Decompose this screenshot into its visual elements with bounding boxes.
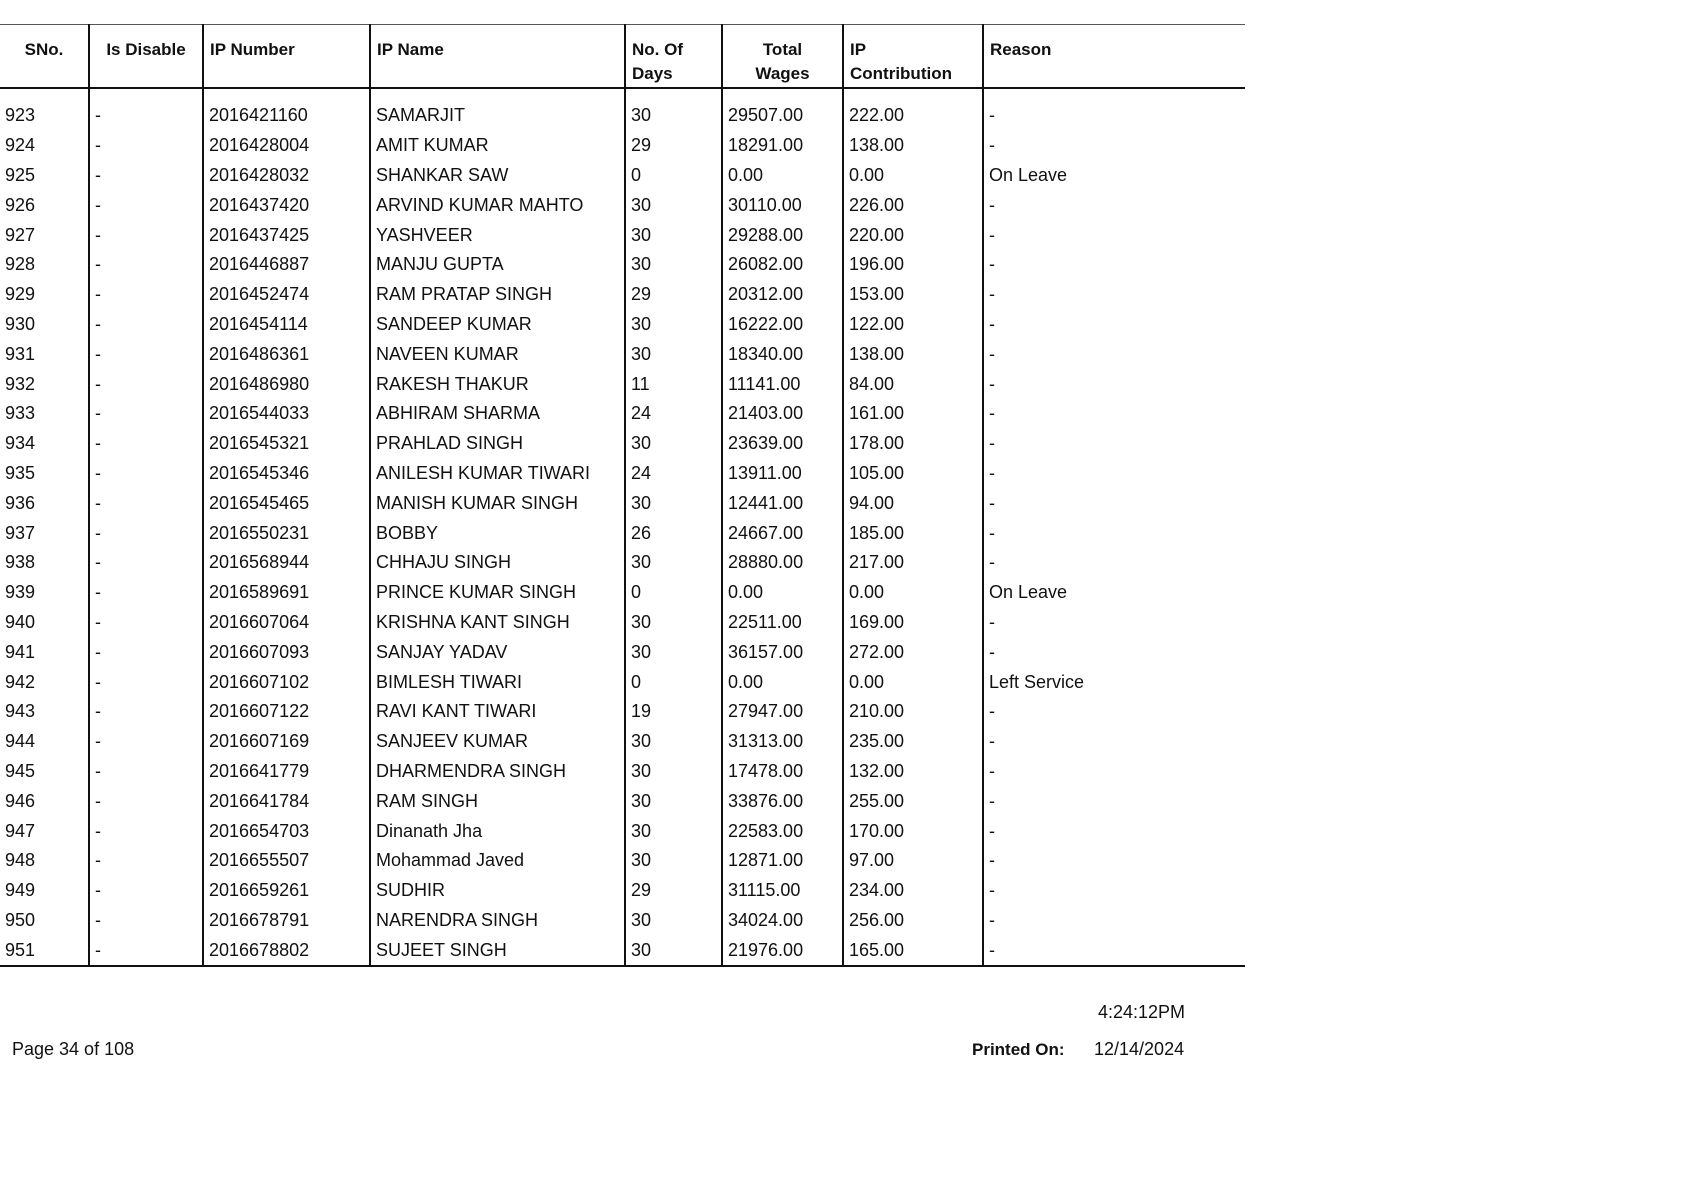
cell-sno: 923 <box>5 105 36 126</box>
column-header-line: IP <box>850 40 867 59</box>
cell-is-disable: - <box>89 637 203 667</box>
cell-reason: - <box>983 757 1245 787</box>
cell-sno: 933 <box>5 403 36 424</box>
cell-sno: 939 <box>5 582 36 603</box>
cell-is-disable: - <box>89 757 203 787</box>
cell-total-wages: 22583.00 <box>722 816 843 846</box>
cell-ip-contribution: 105.00 <box>843 459 983 489</box>
cell-total-wages: 23639.00 <box>722 429 843 459</box>
cell-total-wages: 36157.00 <box>722 637 843 667</box>
column-header-line: Is Disable <box>106 40 186 59</box>
cell-sno: 924 <box>5 135 36 156</box>
column-header-no-of-days <box>625 25 722 89</box>
cell-ip-name: NAVEEN KUMAR <box>370 339 625 369</box>
table-row <box>0 757 1245 787</box>
cell-ip-name: SAMARJIT <box>370 101 625 131</box>
cell-ip-contribution: 170.00 <box>843 816 983 846</box>
cell-ip-number: 2016607064 <box>203 608 370 638</box>
cell-is-disable: - <box>89 518 203 548</box>
cell-ip-name: YASHVEER <box>370 220 625 250</box>
cell-ip-name: SANJEEV KUMAR <box>370 727 625 757</box>
cell-no-of-days: 19 <box>625 697 722 727</box>
cell-ip-name: PRAHLAD SINGH <box>370 429 625 459</box>
cell-sno: 950 <box>5 909 36 930</box>
cell-is-disable: - <box>89 876 203 906</box>
cell-is-disable: - <box>89 578 203 608</box>
cell-ip-name: Dinanath Jha <box>370 816 625 846</box>
cell-total-wages: 21403.00 <box>722 399 843 429</box>
table-row <box>0 637 1245 667</box>
cell-no-of-days: 30 <box>625 339 722 369</box>
cell-reason: - <box>983 488 1245 518</box>
cell-reason: - <box>983 339 1245 369</box>
cell-no-of-days: 30 <box>625 548 722 578</box>
table-row <box>0 280 1245 310</box>
cell-ip-contribution: 94.00 <box>843 488 983 518</box>
table-row <box>0 608 1245 638</box>
cell-reason: - <box>983 310 1245 340</box>
cell-ip-name: Mohammad Javed <box>370 846 625 876</box>
cell-ip-contribution: 138.00 <box>843 131 983 161</box>
cell-ip-name: MANISH KUMAR SINGH <box>370 488 625 518</box>
cell-reason: - <box>983 697 1245 727</box>
cell-ip-number: 2016654703 <box>203 816 370 846</box>
cell-ip-name: RAVI KANT TIWARI <box>370 697 625 727</box>
cell-reason: - <box>983 608 1245 638</box>
table-row <box>0 518 1245 548</box>
cell-is-disable: - <box>89 250 203 280</box>
table-row <box>0 220 1245 250</box>
cell-ip-name: ABHIRAM SHARMA <box>370 399 625 429</box>
cell-ip-number: 2016545465 <box>203 488 370 518</box>
cell-total-wages: 21976.00 <box>722 935 843 966</box>
cell-total-wages: 33876.00 <box>722 786 843 816</box>
cell-total-wages: 29288.00 <box>722 220 843 250</box>
spacer-cell <box>843 88 983 101</box>
cell-is-disable: - <box>89 906 203 936</box>
spacer-cell <box>89 88 203 101</box>
cell-no-of-days: 30 <box>625 250 722 280</box>
cell-reason: - <box>983 190 1245 220</box>
cell-ip-contribution: 217.00 <box>843 548 983 578</box>
cell-no-of-days: 30 <box>625 846 722 876</box>
cell-ip-number: 2016545321 <box>203 429 370 459</box>
cell-ip-number: 2016486980 <box>203 369 370 399</box>
cell-reason: - <box>983 548 1245 578</box>
cell-total-wages: 29507.00 <box>722 101 843 131</box>
cell-ip-contribution: 0.00 <box>843 667 983 697</box>
cell-total-wages: 11141.00 <box>722 369 843 399</box>
cell-sno: 942 <box>5 671 36 692</box>
cell-ip-contribution: 169.00 <box>843 608 983 638</box>
cell-no-of-days: 0 <box>625 161 722 191</box>
cell-reason: - <box>983 280 1245 310</box>
cell-ip-number: 2016655507 <box>203 846 370 876</box>
cell-ip-name: BOBBY <box>370 518 625 548</box>
cell-no-of-days: 29 <box>625 131 722 161</box>
cell-total-wages: 12441.00 <box>722 488 843 518</box>
cell-no-of-days: 30 <box>625 637 722 667</box>
cell-sno: 951 <box>0 935 89 966</box>
cell-reason: - <box>983 220 1245 250</box>
cell-no-of-days: 30 <box>625 488 722 518</box>
table-row <box>0 131 1245 161</box>
cell-reason: - <box>983 846 1245 876</box>
cell-total-wages: 26082.00 <box>722 250 843 280</box>
cell-ip-contribution: 161.00 <box>843 399 983 429</box>
cell-reason: - <box>983 518 1245 548</box>
cell-ip-number: 2016607122 <box>203 697 370 727</box>
table-row <box>0 548 1245 578</box>
cell-reason: - <box>983 459 1245 489</box>
cell-sno: 930 <box>5 313 36 334</box>
cell-ip-number: 2016428032 <box>203 161 370 191</box>
cell-total-wages: 28880.00 <box>722 548 843 578</box>
cell-reason: On Leave <box>983 161 1245 191</box>
table-row <box>0 935 1245 966</box>
table-row <box>0 488 1245 518</box>
column-header-ip-contribution <box>843 25 983 89</box>
cell-total-wages: 0.00 <box>722 667 843 697</box>
cell-is-disable: - <box>89 161 203 191</box>
cell-ip-name: DHARMENDRA SINGH <box>370 757 625 787</box>
cell-ip-contribution: 122.00 <box>843 310 983 340</box>
cell-ip-name: CHHAJU SINGH <box>370 548 625 578</box>
column-header-line: Contribution <box>850 64 952 83</box>
table-row <box>0 697 1245 727</box>
table-row <box>0 190 1245 220</box>
cell-ip-contribution: 234.00 <box>843 876 983 906</box>
cell-reason: - <box>983 906 1245 936</box>
table-spacer-row <box>0 88 1245 101</box>
cell-ip-contribution: 165.00 <box>843 935 983 966</box>
cell-ip-name: SUDHIR <box>370 876 625 906</box>
cell-is-disable: - <box>89 220 203 250</box>
cell-ip-contribution: 84.00 <box>843 369 983 399</box>
cell-sno: 946 <box>5 790 36 811</box>
cell-ip-contribution: 235.00 <box>843 727 983 757</box>
column-header-line: IP Name <box>377 40 444 59</box>
cell-is-disable: - <box>89 846 203 876</box>
cell-ip-number: 2016607169 <box>203 727 370 757</box>
cell-sno: 934 <box>5 433 36 454</box>
cell-reason: - <box>983 816 1245 846</box>
table-row <box>0 459 1245 489</box>
cell-is-disable: - <box>89 727 203 757</box>
cell-reason: - <box>983 637 1245 667</box>
cell-total-wages: 0.00 <box>722 578 843 608</box>
table-header-row <box>0 25 1245 89</box>
cell-total-wages: 20312.00 <box>722 280 843 310</box>
cell-ip-number: 2016454114 <box>203 310 370 340</box>
cell-sno: 932 <box>5 373 36 394</box>
cell-ip-number: 2016659261 <box>203 876 370 906</box>
column-header-ip-name <box>370 25 625 89</box>
cell-ip-name: SUJEET SINGH <box>370 935 625 966</box>
ip-contribution-table-container <box>0 24 1245 967</box>
printed-date: 12/14/2024 <box>1094 1039 1185 1059</box>
cell-sno: 931 <box>5 343 36 364</box>
spacer-cell <box>722 88 843 101</box>
cell-total-wages: 27947.00 <box>722 697 843 727</box>
cell-no-of-days: 30 <box>625 190 722 220</box>
column-header-line: Reason <box>990 40 1052 59</box>
cell-no-of-days: 26 <box>625 518 722 548</box>
page-number: Page 34 of 108 <box>12 1039 135 1059</box>
cell-ip-contribution: 97.00 <box>843 846 983 876</box>
cell-total-wages: 18291.00 <box>722 131 843 161</box>
table-row <box>0 846 1245 876</box>
cell-sno: 925 <box>5 164 36 185</box>
spacer-cell <box>0 88 89 101</box>
cell-sno: 949 <box>5 880 36 901</box>
cell-is-disable: - <box>89 608 203 638</box>
cell-ip-name: ARVIND KUMAR MAHTO <box>370 190 625 220</box>
cell-reason: Left Service <box>983 667 1245 697</box>
cell-total-wages: 31313.00 <box>722 727 843 757</box>
cell-is-disable: - <box>89 667 203 697</box>
cell-sno: 928 <box>5 254 36 275</box>
cell-ip-contribution: 185.00 <box>843 518 983 548</box>
cell-ip-number: 2016550231 <box>203 518 370 548</box>
cell-no-of-days: 24 <box>625 459 722 489</box>
cell-is-disable: - <box>89 786 203 816</box>
cell-ip-number: 2016607093 <box>203 637 370 667</box>
cell-ip-number: 2016641784 <box>203 786 370 816</box>
column-header-line: SNo. <box>24 40 64 59</box>
cell-ip-number: 2016607102 <box>203 667 370 697</box>
cell-sno: 945 <box>5 760 36 781</box>
spacer-cell <box>370 88 625 101</box>
cell-is-disable: - <box>89 697 203 727</box>
cell-no-of-days: 30 <box>625 101 722 131</box>
cell-is-disable: - <box>89 280 203 310</box>
cell-is-disable: - <box>89 339 203 369</box>
cell-ip-number: 2016446887 <box>203 250 370 280</box>
cell-ip-contribution: 220.00 <box>843 220 983 250</box>
column-header-line: Total <box>762 40 803 59</box>
cell-ip-contribution: 132.00 <box>843 757 983 787</box>
cell-is-disable: - <box>89 816 203 846</box>
cell-ip-number: 2016428004 <box>203 131 370 161</box>
cell-total-wages: 18340.00 <box>722 339 843 369</box>
cell-total-wages: 30110.00 <box>722 190 843 220</box>
column-header-line: IP Number <box>210 40 295 59</box>
cell-no-of-days: 24 <box>625 399 722 429</box>
cell-is-disable: - <box>89 935 203 966</box>
ip-contribution-table <box>0 24 1245 967</box>
cell-no-of-days: 30 <box>625 816 722 846</box>
column-header-sno <box>0 25 89 89</box>
cell-ip-contribution: 153.00 <box>843 280 983 310</box>
cell-sno: 947 <box>5 820 36 841</box>
table-row <box>0 250 1245 280</box>
cell-ip-contribution: 138.00 <box>843 339 983 369</box>
cell-ip-number: 2016545346 <box>203 459 370 489</box>
cell-sno: 948 <box>5 850 36 871</box>
cell-ip-name: SANJAY YADAV <box>370 637 625 667</box>
cell-reason: - <box>983 935 1245 966</box>
cell-no-of-days: 30 <box>625 608 722 638</box>
cell-no-of-days: 30 <box>625 727 722 757</box>
cell-ip-contribution: 226.00 <box>843 190 983 220</box>
cell-no-of-days: 30 <box>625 220 722 250</box>
cell-reason: On Leave <box>983 578 1245 608</box>
cell-ip-contribution: 178.00 <box>843 429 983 459</box>
cell-no-of-days: 0 <box>625 578 722 608</box>
cell-ip-number: 2016421160 <box>203 101 370 131</box>
cell-reason: - <box>983 131 1245 161</box>
cell-ip-name: BIMLESH TIWARI <box>370 667 625 697</box>
cell-total-wages: 22511.00 <box>722 608 843 638</box>
cell-is-disable: - <box>89 488 203 518</box>
cell-ip-number: 2016544033 <box>203 399 370 429</box>
table-row <box>0 399 1245 429</box>
cell-ip-name: PRINCE KUMAR SINGH <box>370 578 625 608</box>
cell-is-disable: - <box>89 131 203 161</box>
cell-ip-number: 2016437425 <box>203 220 370 250</box>
print-time: 4:24:12PM <box>1098 1002 1186 1022</box>
cell-ip-contribution: 255.00 <box>843 786 983 816</box>
cell-ip-number: 2016678802 <box>203 935 370 966</box>
cell-no-of-days: 30 <box>625 757 722 787</box>
table-row <box>0 310 1245 340</box>
cell-sno: 929 <box>5 284 36 305</box>
cell-total-wages: 16222.00 <box>722 310 843 340</box>
cell-total-wages: 31115.00 <box>722 876 843 906</box>
cell-ip-contribution: 196.00 <box>843 250 983 280</box>
cell-is-disable: - <box>89 101 203 131</box>
cell-ip-number: 2016589691 <box>203 578 370 608</box>
table-row <box>0 429 1245 459</box>
column-header-total-wages <box>722 25 843 89</box>
column-header-reason <box>983 25 1245 89</box>
cell-sno: 943 <box>5 701 36 722</box>
cell-no-of-days: 30 <box>625 429 722 459</box>
cell-no-of-days: 30 <box>625 935 722 966</box>
table-row <box>0 101 1245 131</box>
cell-ip-name: NARENDRA SINGH <box>370 906 625 936</box>
cell-ip-name: RAM PRATAP SINGH <box>370 280 625 310</box>
cell-sno: 938 <box>5 552 36 573</box>
table-row <box>0 578 1245 608</box>
cell-no-of-days: 0 <box>625 667 722 697</box>
cell-ip-number: 2016452474 <box>203 280 370 310</box>
column-header-line: Days <box>632 64 673 83</box>
cell-ip-number: 2016678791 <box>203 906 370 936</box>
column-header-line: Wages <box>755 64 810 83</box>
cell-sno: 927 <box>5 224 36 245</box>
cell-no-of-days: 29 <box>625 280 722 310</box>
spacer-cell <box>983 88 1245 101</box>
cell-ip-contribution: 0.00 <box>843 161 983 191</box>
spacer-cell <box>625 88 722 101</box>
column-header-ip-number <box>203 25 370 89</box>
cell-total-wages: 13911.00 <box>722 459 843 489</box>
cell-ip-number: 2016641779 <box>203 757 370 787</box>
cell-ip-name: AMIT KUMAR <box>370 131 625 161</box>
cell-ip-name: SANDEEP KUMAR <box>370 310 625 340</box>
cell-ip-number: 2016437420 <box>203 190 370 220</box>
cell-ip-name: ANILESH KUMAR TIWARI <box>370 459 625 489</box>
cell-is-disable: - <box>89 429 203 459</box>
cell-ip-name: SHANKAR SAW <box>370 161 625 191</box>
cell-is-disable: - <box>89 310 203 340</box>
cell-sno: 935 <box>5 462 36 483</box>
cell-no-of-days: 11 <box>625 369 722 399</box>
cell-ip-number: 2016486361 <box>203 339 370 369</box>
cell-is-disable: - <box>89 369 203 399</box>
column-header-is-disable <box>89 25 203 89</box>
cell-total-wages: 17478.00 <box>722 757 843 787</box>
cell-is-disable: - <box>89 190 203 220</box>
cell-is-disable: - <box>89 399 203 429</box>
cell-is-disable: - <box>89 548 203 578</box>
cell-total-wages: 24667.00 <box>722 518 843 548</box>
cell-ip-name: MANJU GUPTA <box>370 250 625 280</box>
cell-total-wages: 34024.00 <box>722 906 843 936</box>
cell-sno: 944 <box>5 731 36 752</box>
cell-reason: - <box>983 727 1245 757</box>
table-row <box>0 816 1245 846</box>
cell-sno: 941 <box>5 641 36 662</box>
cell-reason: - <box>983 399 1245 429</box>
printed-on-label: Printed On: <box>972 1040 1065 1059</box>
cell-sno: 936 <box>5 492 36 513</box>
spacer-cell <box>203 88 370 101</box>
table-row <box>0 727 1245 757</box>
cell-ip-name: KRISHNA KANT SINGH <box>370 608 625 638</box>
cell-reason: - <box>983 369 1245 399</box>
cell-ip-name: RAKESH THAKUR <box>370 369 625 399</box>
cell-sno: 940 <box>5 611 36 632</box>
cell-is-disable: - <box>89 459 203 489</box>
cell-reason: - <box>983 876 1245 906</box>
cell-sno: 937 <box>5 522 36 543</box>
cell-no-of-days: 30 <box>625 310 722 340</box>
table-row <box>0 339 1245 369</box>
cell-ip-contribution: 272.00 <box>843 637 983 667</box>
cell-total-wages: 12871.00 <box>722 846 843 876</box>
table-row <box>0 876 1245 906</box>
cell-total-wages: 0.00 <box>722 161 843 191</box>
cell-ip-name: RAM SINGH <box>370 786 625 816</box>
cell-ip-contribution: 256.00 <box>843 906 983 936</box>
table-row <box>0 786 1245 816</box>
cell-ip-number: 2016568944 <box>203 548 370 578</box>
cell-ip-contribution: 0.00 <box>843 578 983 608</box>
table-row <box>0 161 1245 191</box>
cell-reason: - <box>983 250 1245 280</box>
cell-reason: - <box>983 786 1245 816</box>
cell-reason: - <box>983 429 1245 459</box>
table-row <box>0 369 1245 399</box>
table-row <box>0 906 1245 936</box>
cell-reason: - <box>983 101 1245 131</box>
cell-sno: 926 <box>5 194 36 215</box>
cell-no-of-days: 30 <box>625 906 722 936</box>
cell-ip-contribution: 210.00 <box>843 697 983 727</box>
cell-no-of-days: 30 <box>625 786 722 816</box>
cell-ip-contribution: 222.00 <box>843 101 983 131</box>
column-header-line: No. Of <box>632 40 683 59</box>
table-body <box>0 88 1245 966</box>
cell-no-of-days: 29 <box>625 876 722 906</box>
table-row <box>0 667 1245 697</box>
